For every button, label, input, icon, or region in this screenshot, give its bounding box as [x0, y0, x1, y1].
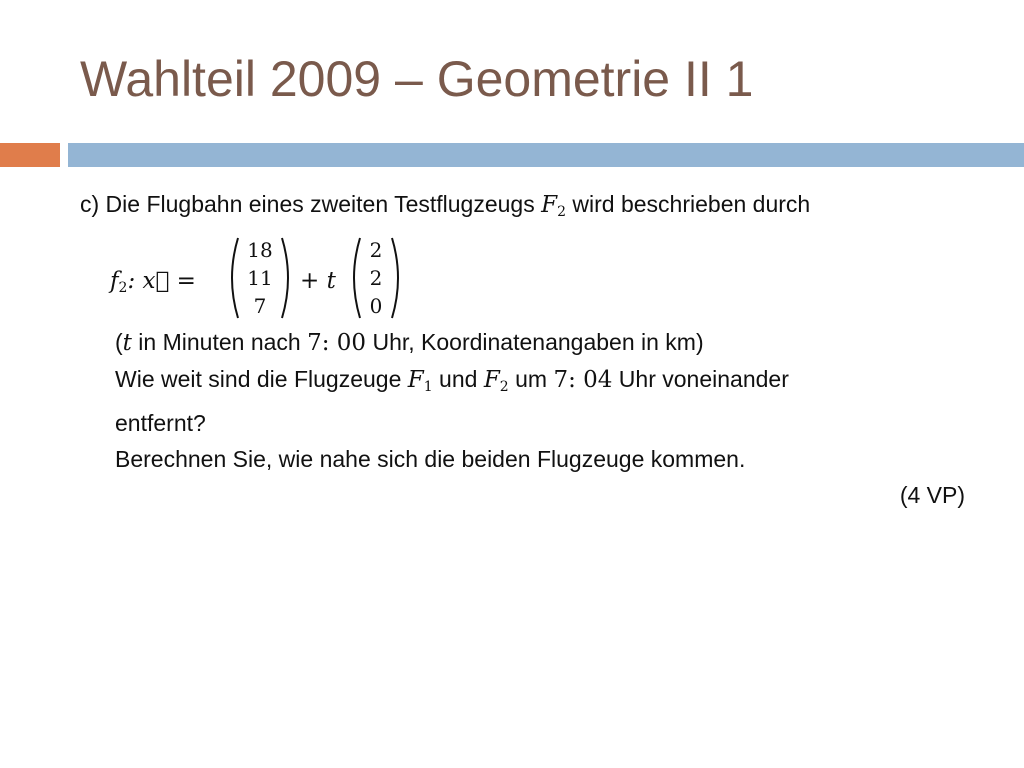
question-closest-approach: Berechnen Sie, wie nahe sich die beiden Flugzeuge kommen.: [115, 446, 746, 472]
question-distance-line: Wie weit sind die Flugzeuge $F_1$ und $F_2$ um 7: 04 Uhr voneinander: [115, 366, 789, 395]
function-name: f: [110, 268, 119, 294]
task-intro-text: c) Die Flugbahn eines zweiten Testflugzeugs: [80, 191, 542, 217]
accent-bar-orange: [0, 143, 60, 167]
equation-left-side: [110, 262, 196, 306]
time-variable: t: [122, 330, 132, 356]
plus-t: + t: [300, 268, 336, 294]
plane-f2-subscript: 2: [557, 204, 567, 220]
query-time: 7: 04: [553, 367, 613, 393]
function-subscript: 2: [118, 280, 128, 296]
direction-vector-values: [350, 236, 402, 320]
points-label: (4 VP): [899, 482, 965, 508]
accent-bar-blue: [68, 143, 1024, 167]
vector-component: 7: [253, 294, 267, 318]
plane-f2-symbol: F: [483, 367, 500, 393]
vector-component: 11: [247, 266, 273, 290]
vector-component: 0: [369, 294, 383, 318]
direction-vector: [350, 236, 402, 320]
task-content: [80, 186, 970, 513]
slide-title: Wahlteil 2009 – Geometrie II 1: [80, 51, 754, 107]
equation-vector-x: : x⃗ =: [127, 268, 196, 294]
time-note-line: (t in Minuten nach 7: 00 Uhr, Koordinatenangaben in km): [115, 329, 704, 356]
task-intro-line: [80, 186, 970, 230]
question-distance-end: entfernt?: [115, 410, 206, 436]
plane-f1-symbol: F: [407, 367, 424, 393]
task-intro-end: wird beschrieben durch: [566, 191, 811, 217]
vector-component: 2: [369, 238, 383, 262]
line-equation: [110, 232, 970, 324]
vector-component: 18: [247, 238, 273, 262]
support-vector: [228, 236, 292, 320]
start-time: 7: 00: [307, 330, 367, 356]
support-vector-values: [228, 236, 292, 320]
plane-f2-symbol: F: [541, 192, 558, 218]
vector-component: 2: [369, 266, 383, 290]
